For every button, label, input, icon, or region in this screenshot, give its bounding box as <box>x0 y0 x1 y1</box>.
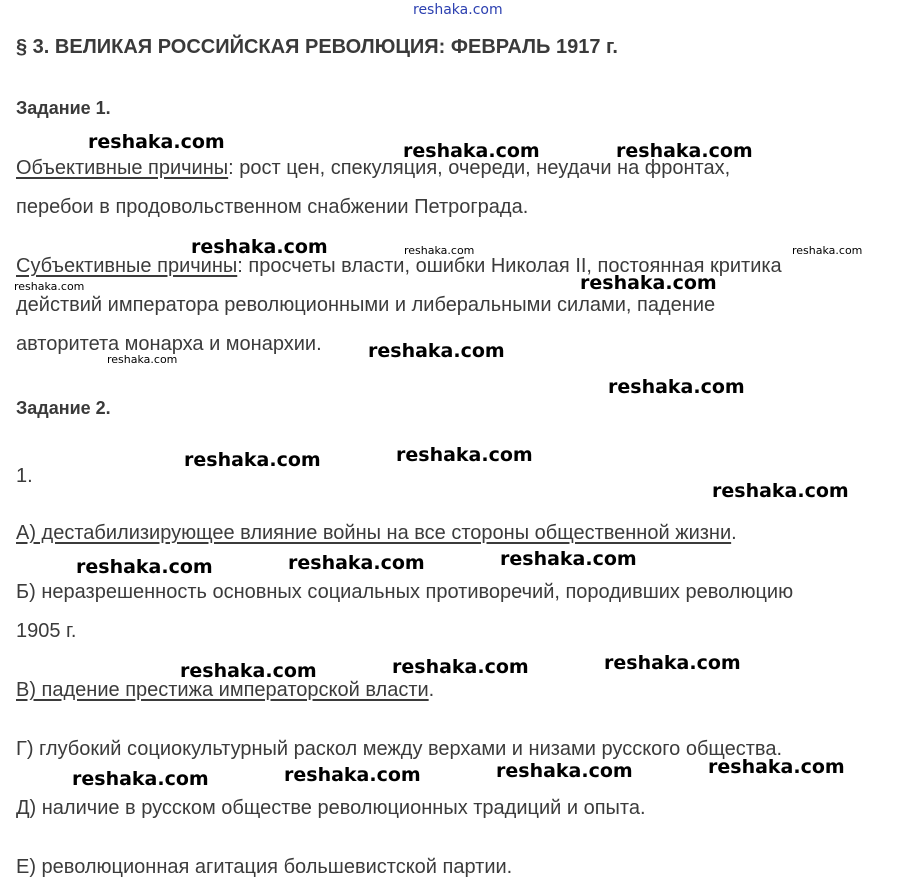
watermark: reshaka.com <box>608 376 745 398</box>
objective-causes-text: : рост цен, спекуляция, очереди, неудачи на фронтах, <box>228 157 731 179</box>
watermark: reshaka.com <box>580 272 717 294</box>
watermark: reshaka.com <box>712 480 849 502</box>
watermark: reshaka.com <box>14 280 85 293</box>
watermark: reshaka.com <box>191 236 328 258</box>
subjective-causes-line3: авторитета монарха и монархии. <box>16 333 322 355</box>
subjective-causes-line2: действий императора революционными и либеральными силами, падение <box>16 294 716 316</box>
subjective-causes-text: : просчеты власти, ошибки Николая II, постоянная критика <box>237 255 782 277</box>
watermark: reshaka.com <box>403 140 540 162</box>
item-a-text: А) дестабилизирующее влияние войны на все стороны общественной жизни <box>16 522 732 544</box>
watermark: reshaka.com <box>604 652 741 674</box>
item-a-tail: . <box>731 522 737 544</box>
watermark: reshaka.com <box>72 768 209 790</box>
watermark: reshaka.com <box>180 660 317 682</box>
page-title: § 3. ВЕЛИКАЯ РОССИЙСКАЯ РЕВОЛЮЦИЯ: ФЕВРАЛЬ 1917 г. <box>16 36 618 58</box>
item-v-tail: . <box>428 679 435 701</box>
watermark: reshaka.com <box>184 449 321 471</box>
item-d: Д) наличие в русском обществе революционных традиций и опыта. <box>16 797 646 819</box>
watermark: reshaka.com <box>500 548 637 570</box>
objective-causes-line2: перебои в продовольственном снабжении Петрограда. <box>16 196 529 218</box>
watermark: reshaka.com <box>396 444 533 466</box>
watermark: reshaka.com <box>616 140 753 162</box>
task2-heading: Задание 2. <box>16 398 111 418</box>
item-v-text: В) падение престижа императорской власти <box>16 679 429 701</box>
watermark: reshaka.com <box>368 340 505 362</box>
item-e: Е) революционная агитация большевистской партии. <box>16 856 513 878</box>
objective-causes-label: Объективные причины <box>16 157 229 179</box>
task1-heading: Задание 1. <box>16 98 111 118</box>
subjective-causes-label: Субъективные причины <box>16 255 238 277</box>
item-b-line1: Б) неразрешенность основных социальных противоречий, породивших революцию <box>16 581 794 603</box>
watermark: reshaka.com <box>284 764 421 786</box>
watermark: reshaka.com <box>404 244 475 257</box>
watermark: reshaka.com <box>288 552 425 574</box>
watermark: reshaka.com <box>76 556 213 578</box>
watermark: reshaka.com <box>88 131 225 153</box>
watermark: reshaka.com <box>792 244 863 257</box>
watermark: reshaka.com <box>496 760 633 782</box>
item-a <box>16 521 737 545</box>
watermark: reshaka.com <box>392 656 529 678</box>
item-g: Г) глубокий социокультурный раскол между верхами и низами русского общества. <box>16 738 782 760</box>
site-link[interactable]: reshaka.com <box>413 2 503 18</box>
watermark: reshaka.com <box>708 756 845 778</box>
task2-number: 1. <box>16 465 33 487</box>
watermark: reshaka.com <box>107 353 178 366</box>
item-b-line2: 1905 г. <box>16 620 77 642</box>
